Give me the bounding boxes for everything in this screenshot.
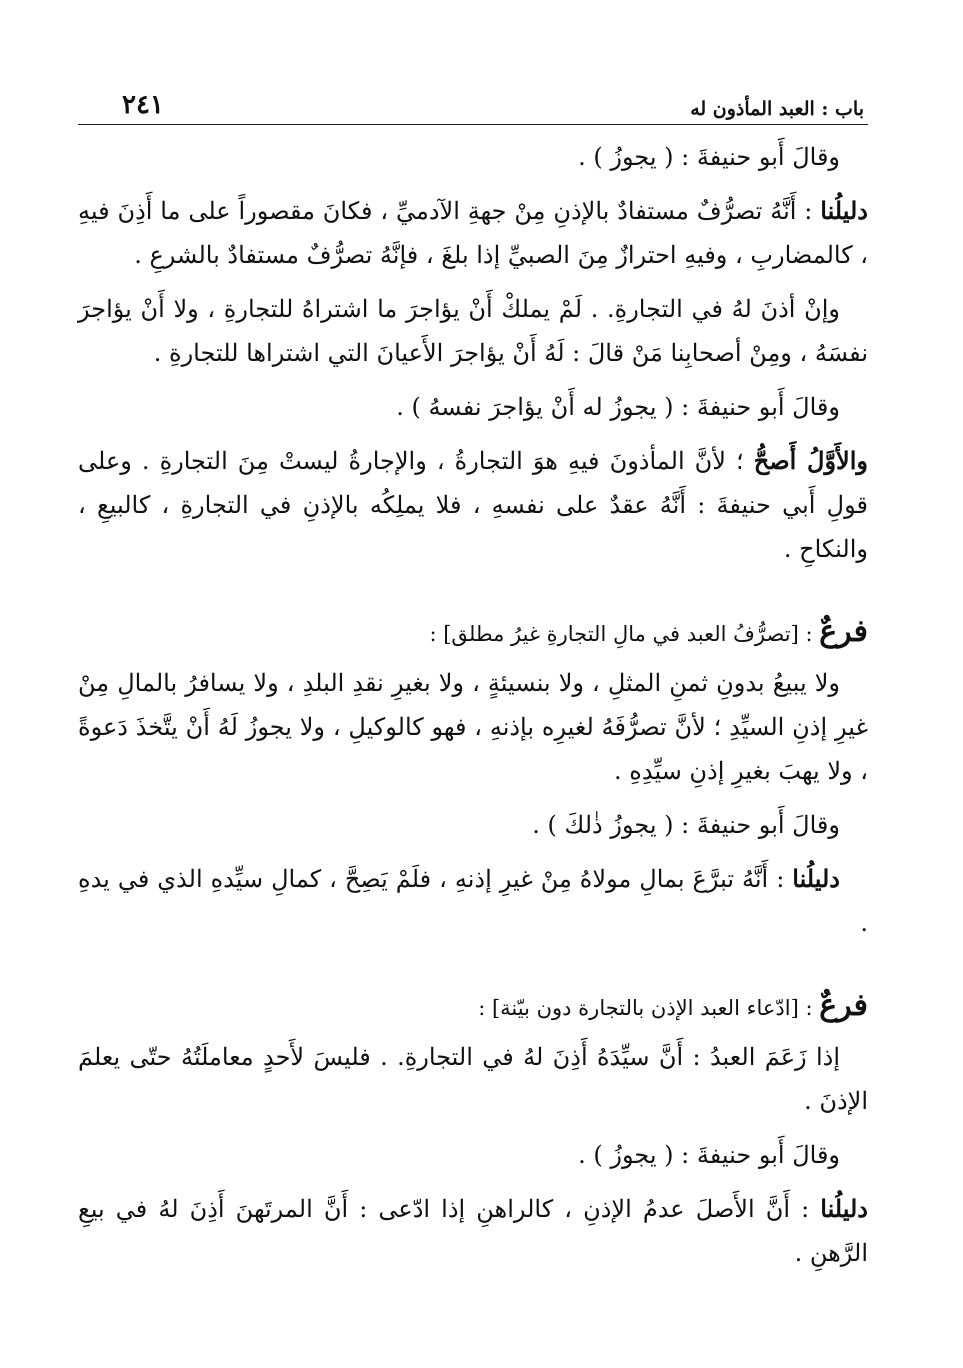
paragraph-abu-hanifa-3: وقالَ أَبو حنيفةَ : ( يجوزُ ذٰلكَ ) . xyxy=(532,811,840,839)
paragraph-trade-permission: وإنْ أذنَ لهُ في التجارةِ. . لَمْ يملكْ أَنْ يؤاجرَ ما اشتراهُ للتجارةِ ، ولا أَنْ يؤاجرَ نفسَهُ ، ومِنْ أصحابِنا مَنْ قالَ : لَهُ أَنْ يؤاجرَ الأَعيانَ التي اشتراها للتجارةِ . xyxy=(78,295,868,367)
branch-heading-1: فرعٌ : [تصرُّفُ العبد في مالِ التجارةِ غيرُ مطلق] : xyxy=(429,614,868,649)
paragraph-evidence-2: دليلُنا : أَنَّهُ تبرَّعَ بمالِ مولاهُ مِنْ غيرِ إذنهِ ، فلَمْ يَصِحَّ ، كمالِ سيِّدهِ الذي في يدهِ . xyxy=(78,864,868,937)
paragraph-sale-restrictions: ولا يبيعُ بدونِ ثمنِ المثلِ ، ولا بنسيئةٍ ، ولا بغيرِ نقدِ البلدِ ، ولا يسافرُ بالمالِ مِنْ غيرِ إذنِ السيِّدِ ؛ لأنَّ تصرُّفَهُ لغيرِه بإذنهِ ، فهو كالوكيلِ ، ولا يجوزُ لَهُ أَنْ يتَّخذَ دَعوةً ، ولا يهبَ بغيرِ إذنِ سيِّدِهِ . xyxy=(78,669,868,785)
chapter-title: باب : العبد المأذون له xyxy=(690,98,864,120)
paragraph-preferred-opinion: والأَوَّلُ أَصحُّ ؛ لأنَّ المأذونَ فيهِ هوَ التجارةُ ، والإجارةُ ليستْ مِنَ التجارةِ . وعلى قولِ أَبي حنيفةَ : أَنَّهُ عقدٌ على نفسهِ ، فلا يملِكُه بالإذنِ في التجارةِ ، كالبيعِ ، والنكاحِ . xyxy=(78,446,868,563)
paragraph-slave-claim: إذا زَعَمَ العبدُ : أَنَّ سيِّدَهُ أَذِنَ لهُ في التجارةِ. . فليسَ لأَحدٍ معاملَتُهُ حتّى يعلمَ الإذنَ . xyxy=(78,1043,868,1115)
paragraph-evidence-1: دليلُنا : أَنَّهُ تصرُّفٌ مستفادٌ بالإذنِ مِنْ جهةِ الآدميِّ ، فكانَ مقصوراً على ما أَذِنَ فيهِ ، كالمضاربِ ، وفيهِ احترازٌ مِنَ الصبيِّ إذا بلغَ ، فإنَّهُ تصرُّفٌ مستفادٌ بالشرعِ . xyxy=(78,196,868,269)
page-content xyxy=(78,125,868,1275)
paragraph-abu-hanifa-2: وقالَ أَبو حنيفةَ : ( يجوزُ له أَنْ يؤاجرَ نفسهُ ) . xyxy=(396,393,840,421)
page-header xyxy=(78,80,868,125)
preferred-label: والأَوَّلُ أَصحُّ xyxy=(753,446,868,475)
paragraph-abu-hanifa-4: وقالَ أَبو حنيفةَ : ( يجوزُ ) . xyxy=(578,1141,840,1169)
page-number: ٢٤١ xyxy=(122,90,164,120)
evidence-label: دليلُنا xyxy=(820,196,868,225)
paragraph-abu-hanifa-1: وقالَ أَبو حنيفةَ : ( يجوزُ ) . xyxy=(578,143,840,171)
evidence-label: دليلُنا xyxy=(820,1194,868,1223)
book-page xyxy=(78,80,868,1285)
branch-heading-2: فرعٌ : [ادّعاء العبد الإذن بالتجارة دون بيّنة] : xyxy=(478,988,868,1023)
paragraph-evidence-3: دليلُنا : أَنَّ الأَصلَ عدمُ الإذنِ ، كالراهنِ إذا ادّعى : أَنَّ المرتَهنَ أَذِنَ لهُ في بيعِ الرَّهنِ . xyxy=(78,1194,868,1267)
evidence-label: دليلُنا xyxy=(792,864,840,893)
